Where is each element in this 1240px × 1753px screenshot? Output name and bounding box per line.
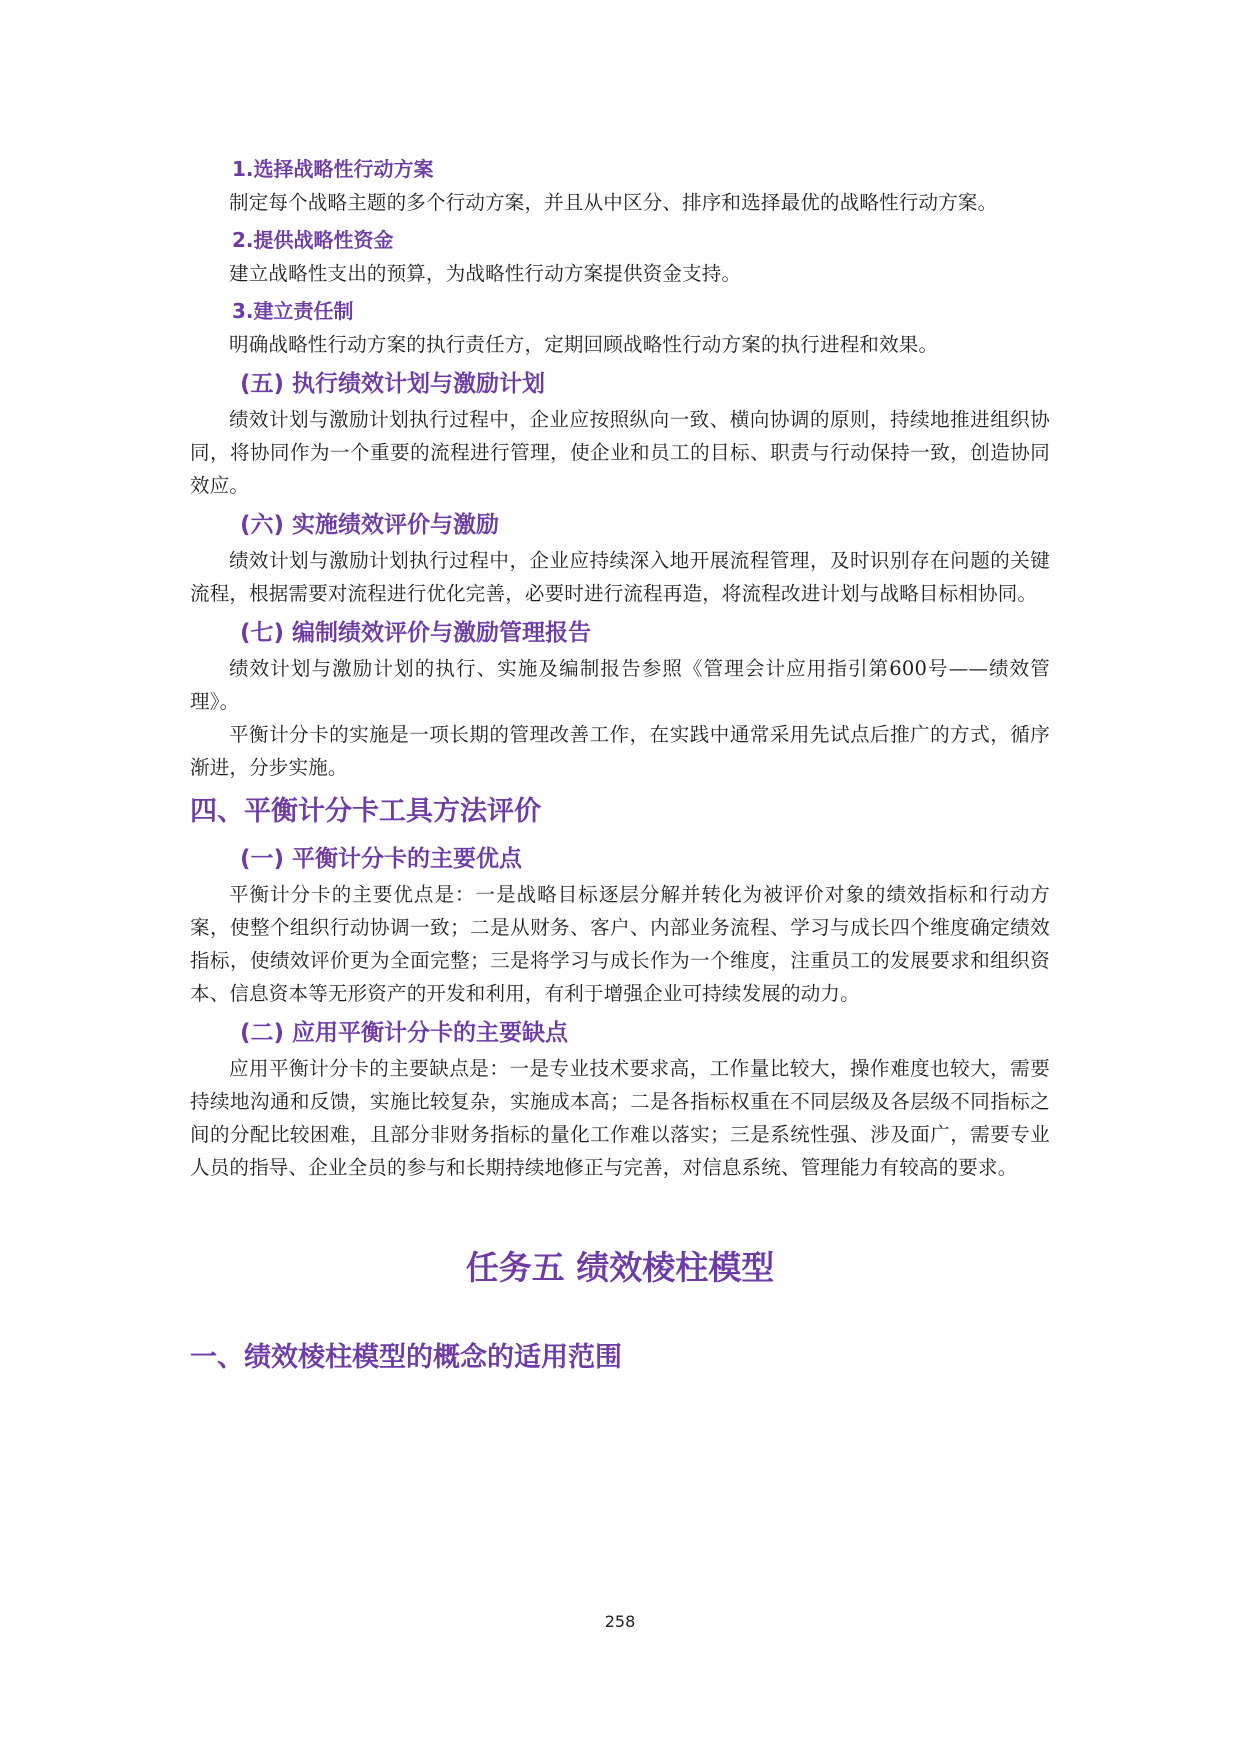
- heading-bsc-disadvantages: (二) 应用平衡计分卡的主要缺点: [240, 1020, 569, 1046]
- paragraph-execute-plans: 绩效计划与激励计划执行过程中，企业应按照纵向一致、横向协调的原则，持续地推进组织协同，将协同作为一个重要的流程进行管理，使企业和员工的目标、职责与行动保持一致，创造协同效应。: [190, 408, 1050, 497]
- heading-bsc-advantages: (一) 平衡计分卡的主要优点: [240, 846, 523, 872]
- heading-provide-funding: 2.提供战略性资金: [232, 228, 394, 252]
- heading-execute-plans: (五) 执行绩效计划与激励计划: [240, 371, 546, 397]
- paragraph-implementation-approach: 平衡计分卡的实施是一项长期的管理改善工作，在实践中通常采用先试点后推广的方式，循序渐进，分步实施。: [190, 723, 1050, 779]
- heading-select-action-plan: 1.选择战略性行动方案: [232, 157, 434, 181]
- heading-accountability: 3.建立责任制: [232, 299, 354, 323]
- paragraph-implement-evaluation: 绩效计划与激励计划执行过程中，企业应持续深入地开展流程管理，及时识别存在问题的关键流程，根据需要对流程进行优化完善，必要时进行流程再造，将流程改进计划与战略目标相协同。: [190, 549, 1050, 605]
- paragraph-accountability: 明确战略性行动方案的执行责任方，定期回顾战略性行动方案的执行进程和效果。: [229, 333, 939, 356]
- heading-implement-evaluation: (六) 实施绩效评价与激励: [240, 512, 500, 538]
- page-content: [190, 152, 1050, 1386]
- paragraph-bsc-advantages: 平衡计分卡的主要优点是：一是战略目标逐层分解并转化为被评价对象的绩效指标和行动方案，使整个组织行动协调一致；二是从财务、客户、内部业务流程、学习与成长四个维度确定绩效指标，使绩效评价更为全面完整；三是将学习与成长作为一个维度，注重员工的发展要求和组织资本、信息资本等无形资产的开发和利用，有利于增强企业可持续发展的动力。: [190, 883, 1050, 1005]
- page-number: 258: [604, 1612, 636, 1631]
- paragraph-prepare-report: 绩效计划与激励计划的执行、实施及编制报告参照《管理会计应用指引第600号——绩效管理》。: [190, 657, 1050, 713]
- heading-bsc-evaluation: 四、平衡计分卡工具方法评价: [190, 796, 541, 827]
- heading-prism-model-concept: 一、绩效棱柱模型的概念的适用范围: [190, 1342, 622, 1373]
- paragraph-select-action-plan: 制定每个战略主题的多个行动方案，并且从中区分、排序和选择最优的战略性行动方案。: [229, 191, 998, 214]
- paragraph-bsc-disadvantages: 应用平衡计分卡的主要缺点是：一是专业技术要求高，工作量比较大，操作难度也较大，需要持续地沟通和反馈，实施比较复杂，实施成本高；二是各指标权重在不同层级及各层级不同指标之间的分配比较困难，且部分非财务指标的量化工作难以落实；三是系统性强、涉及面广，需要专业人员的指导、企业全员的参与和长期持续地修正与完善，对信息系统、管理能力有较高的要求。: [190, 1057, 1050, 1179]
- heading-prepare-report: (七) 编制绩效评价与激励管理报告: [240, 620, 592, 646]
- task-title: 任务五 绩效棱柱模型: [465, 1248, 775, 1287]
- paragraph-provide-funding: 建立战略性支出的预算，为战略性行动方案提供资金支持。: [229, 262, 742, 285]
